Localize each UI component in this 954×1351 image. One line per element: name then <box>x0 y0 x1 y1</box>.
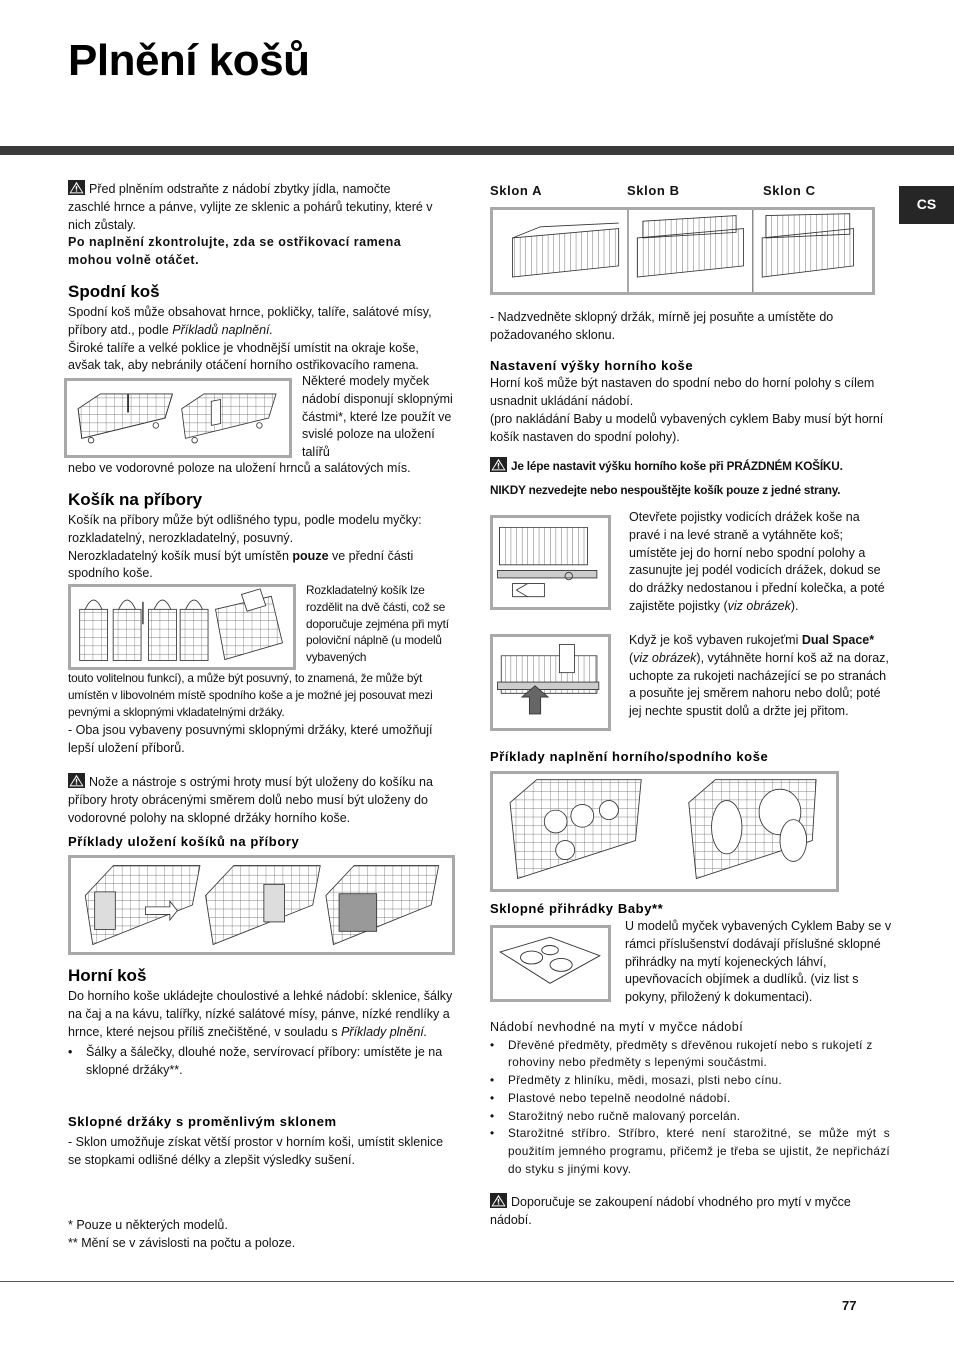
fig2-text-d: ), vytáhněte horní koš až na doraz, uchopte za rukojeti nacházející se po stranách a posuňte jej směrem nahoru nebo dolů; poté jej nechte spustit dolů a držte jej přitom. <box>629 650 889 718</box>
sklopne-heading: Sklopné držáky s proměnlivým sklonem <box>68 1114 337 1129</box>
kosik-heading: Košík na příbory <box>68 490 203 509</box>
lower-basket-figure <box>64 378 292 458</box>
knife-warning-text: Nože a nástroje s ostrými hroty musí být uloženy do košíku na příbory hroty obrácenými směrem dolů nebo musí být uloženy do vodorovné polohy na sklopné držáky horního koše. <box>68 775 433 825</box>
header-rule <box>0 146 954 155</box>
spodni-p1-italic: Příkladů naplnění. <box>172 322 273 337</box>
nevhodne-section <box>490 1019 890 1178</box>
cutlery-basket-figure <box>68 584 296 670</box>
fig1-text-italic: viz obrázek <box>727 598 791 613</box>
nastaveni-p1: Horní koš může být nastaven do spodní nebo do horní polohy s cílem usnadnit ukládání nádobí. <box>490 376 875 409</box>
sklon-b-label: Sklon B <box>627 183 680 198</box>
baby-racks-figure <box>490 925 611 1002</box>
warning-icon <box>490 457 507 472</box>
priklady-heading: Příklady naplnění horního/spodního koše <box>490 749 769 764</box>
spodni-p1: Spodní koš může obsahovat hrnce, pokličky, talíře, salátové mísy, příbory atd., podle <box>68 305 432 337</box>
fig2-text-italic: viz obrázek <box>633 650 697 665</box>
height-warning <box>490 457 900 499</box>
fig2-text <box>629 632 894 721</box>
sklon-figure <box>490 207 875 295</box>
list-item: • Plastové nebo tepelně neodolné nádobí. <box>490 1090 890 1108</box>
nastaveni-section <box>490 357 890 446</box>
intro-bold: Po naplnění zkontrolujte, zda se ostřikovací ramena mohou volně otáčet. <box>68 235 402 267</box>
nevhodne-list <box>490 1037 890 1179</box>
kosik-section <box>68 488 453 583</box>
sklon-c-label: Sklon C <box>763 183 816 198</box>
knife-warning <box>68 773 453 827</box>
spodni-section <box>68 280 453 375</box>
nevhodne-heading: Nádobí nevhodné na mytí v myčce nádobí <box>490 1020 744 1034</box>
sklopne-p1: - Sklon umožňuje získat větší prostor v horním koši, umístit sklenice se stopkami odlišné délky a zlepšit výsledky sušení. <box>68 1135 444 1168</box>
sklon-desc: - Nadzvedněte sklopný držák, mírně jej posuňte a umístěte do požadovaného sklonu. <box>490 310 834 342</box>
horni-p1-italic: Příklady plnění. <box>341 1024 428 1039</box>
fig1-text-a: Otevřete pojistky vodicích drážek koše na pravé i na levé straně a vytáhněte koš; umístěte jej do horní nebo spodní polohy a zasunujte jej podél vodicích drážek, dokud se do drážky nedostanou i přední kolečka, a poté zajistěte pojistky ( <box>629 510 885 613</box>
list-item: • Šálky a šálečky, dlouhé nože, servírovací příbory: umístěte je na sklopné držáky**. <box>68 1044 453 1080</box>
fig1-text <box>629 509 894 616</box>
spodni-heading: Spodní koš <box>68 282 160 301</box>
height-warning-1: Je lépe nastavit výšku horního koše při PRÁZDNÉM KOŠÍKU. <box>511 459 843 473</box>
fig2-text-bold: Dual Space* <box>801 633 875 647</box>
kosik-p3b: touto volitelnou funkcí), a může být posuvný, to znamená, že může být umístěn v libovolném místě spodního koše a je možné jej posouvat mezi pevnými a sklopnými vkladatelnými držáky. <box>68 671 433 719</box>
sklopne-section <box>68 1113 453 1170</box>
sklon-labels <box>490 182 890 200</box>
footnotes <box>68 1217 453 1253</box>
page-title: Plnění košů <box>68 36 310 85</box>
kosik-p1: Košík na příbory může být odlišného typu, podle modelu myčky: rozkladatelný, nerozkladatelný, posuvný. <box>68 513 422 545</box>
list-item: • Dřevěné předměty, předměty s dřevěnou rukojetí nebo s rukojetí z rohoviny nebo předměty s lepenými součástmi. <box>490 1037 890 1072</box>
kosik-p3: Rozkladatelný košík lze rozdělit na dvě části, což se doporučuje zejména při mytí poloviční náplně (u modelů vybavených <box>306 583 449 664</box>
fig2-text-c: ( <box>629 650 634 665</box>
footer-rule <box>0 1281 954 1282</box>
loading-examples-figure <box>490 771 839 892</box>
nevhodne-warning <box>490 1193 890 1230</box>
kosik-p2-bold: pouze <box>292 548 329 563</box>
horni-p1: Do horního koše ukládejte choulostivé a lehké nádobí: sklenice, šálky na čaj a na kávu, talířky, nízké salátové mísy, pánve, nízké rendlíky a hrnce, které nejsou příliš znečištěné, v souladu s <box>68 989 453 1039</box>
basket-height-figure-2 <box>490 634 611 731</box>
fig1-text-b: ). <box>790 598 799 613</box>
baby-text: U modelů myček vybavených Cyklem Baby se v rámci příslušenství dodávají příslušné sklopné přihrádky na mytí kojeneckých láhví, upevňovacích objímek a dudlíků. (viz list s pokyny, přiložený k dokumentaci). <box>625 919 892 1004</box>
list-item: • Starožitný nebo ručně malovaný porcelán. <box>490 1108 890 1126</box>
sklon-a-label: Sklon A <box>490 183 543 198</box>
warning-icon <box>68 773 85 788</box>
cutlery-examples-figure <box>68 855 455 955</box>
list-item: • Předměty z hliníku, mědi, mosazi, plsti nebo cínu. <box>490 1072 890 1090</box>
nastaveni-p2: (pro nakládání Baby u modelů vybavených cyklem Baby musí být horní košík nastaven do spodní polohy). <box>490 411 884 444</box>
warning-icon <box>68 180 85 195</box>
fig2-text-a: Když je koš vybaven rukojeťmi <box>629 633 802 647</box>
spodni-p3: Některé modely myček nádobí disponují sklopnými částmi*, které lze použít ve svislé poloze na uložení talířů <box>302 374 453 459</box>
spodni-p3b: nebo ve vodorovné poloze na uložení hrnců a salátových mís. <box>68 461 411 475</box>
kosik-p4: - Oba jsou vybaveny posuvnými sklopnými držáky, které umožňují lepší uložení příborů. <box>68 723 433 755</box>
horni-list <box>68 1044 453 1080</box>
footnote-2: ** Mění se v závislosti na počtu a poloze. <box>68 1235 296 1250</box>
horni-section <box>68 964 453 1080</box>
basket-height-figure-1 <box>490 515 611 610</box>
kosik-p2: Nerozkladatelný košík musí být umístěn <box>68 548 293 563</box>
list-item: • Starožitné stříbro. Stříbro, které není starožitné, se může mýt s použitím jemného programu, přičemž je třeba se ujistit, že nepřichází do styku s jinými kovy. <box>490 1125 890 1178</box>
warning-icon <box>490 1193 507 1208</box>
nevhodne-warning-text: Doporučuje se zakoupení nádobí vhodného pro mytí v myčce nádobí. <box>490 1195 851 1227</box>
baby-heading: Sklopné přihrádky Baby** <box>490 901 664 916</box>
intro-text: Před plněním odstraňte z nádobí zbytky jídla, namočte zaschlé hrnce a pánve, vylijte ze sklenic a pohárů tekutiny, které v nich zůstaly. <box>68 182 433 232</box>
kosik-p2-end: ve přední části spodního koše. <box>68 548 414 581</box>
cutlery-examples-heading: Příklady uložení košíků na příbory <box>68 834 300 849</box>
page-number: 77 <box>842 1298 857 1313</box>
nastaveni-heading: Nastavení výšky horního koše <box>490 358 694 373</box>
footnote-1: * Pouze u některých modelů. <box>68 1218 228 1232</box>
language-tab: CS <box>899 186 954 224</box>
horni-heading: Horní koš <box>68 966 147 985</box>
spodni-p2: Široké talíře a velké poklice je vhodnější umístit na okraje koše, avšak tak, aby nebránily otáčení horního ostřikovacího ramena. <box>68 340 419 373</box>
height-warning-2: NIKDY nezvedejte nebo nespouštějte košík pouze z jedné strany. <box>490 482 841 497</box>
intro-block <box>68 180 433 270</box>
